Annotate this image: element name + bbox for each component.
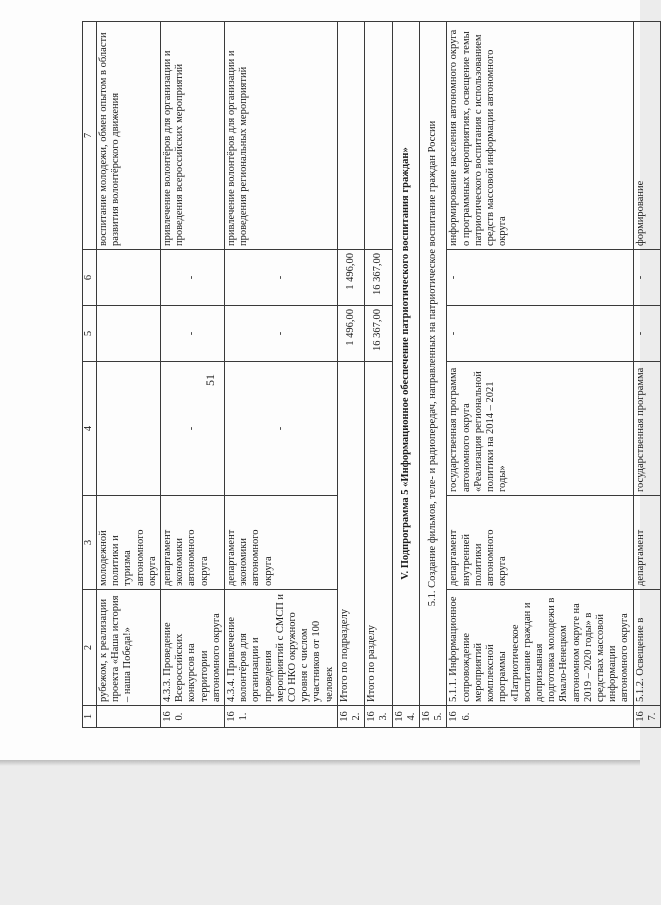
event-cell: 5.1.2. Освещение в xyxy=(633,590,660,706)
total-amount: 16 367,00 xyxy=(365,250,392,306)
header-row xyxy=(83,22,97,728)
amount-cell: - xyxy=(633,306,660,362)
amount-cell: - xyxy=(161,250,225,306)
program-cell xyxy=(97,362,161,496)
table-row xyxy=(225,22,338,728)
column-header: 4 xyxy=(83,362,97,496)
scan-edge xyxy=(0,760,640,766)
table-row xyxy=(337,22,364,728)
executor-cell: департамент внутренней политики автономного округа xyxy=(447,496,633,590)
row-number: 164. xyxy=(392,706,419,728)
table-landscape xyxy=(82,22,658,728)
page-number: 51 xyxy=(203,374,217,386)
amount-cell: - xyxy=(225,306,338,362)
amount-cell: - xyxy=(633,250,660,306)
row-number: 162. xyxy=(337,706,364,728)
executor-cell: департамент xyxy=(633,496,660,590)
amount-cell: - xyxy=(161,306,225,362)
amount-cell: - xyxy=(447,306,633,362)
table-row xyxy=(365,22,392,728)
subsection-heading: 5.1. Создание фильмов, теле- и радиопередач, направленных на патриотическое воспитание граждан России xyxy=(420,22,447,706)
amount-cell: - xyxy=(225,250,338,306)
column-header: 2 xyxy=(83,590,97,706)
amount-cell xyxy=(97,306,161,362)
event-cell: рубежом, к реализации проекта «Наша история – наша Победа!» xyxy=(97,590,161,706)
section-row xyxy=(392,22,419,728)
table-row xyxy=(447,22,633,728)
table-row xyxy=(97,22,161,728)
row-number xyxy=(97,706,161,728)
program-cell: - xyxy=(161,362,225,496)
table-row xyxy=(161,22,225,728)
result-cell: привлечение волонтёров для организации и проведения всероссийских мероприятий xyxy=(161,22,225,250)
row-number: 161. xyxy=(225,706,338,728)
result-cell: воспитание молодежи, обмен опытом в области развития волонтёрского движения xyxy=(97,22,161,250)
column-header: 1 xyxy=(83,706,97,728)
column-header: 6 xyxy=(83,250,97,306)
row-number: 163. xyxy=(365,706,392,728)
event-cell: 5.1.1. Информационное сопровождение мероприятий комплексной программы «Патриотическое воспитание граждан и допризывная подготовка молодежи в Ямало-Ненецком автономном округе на 2019 – 2020 годы» в средствах массовой информации автономного округа xyxy=(447,590,633,706)
result-cell: привлечение волонтёров для организации и проведения региональных мероприятий xyxy=(225,22,338,250)
subsection-row xyxy=(420,22,447,728)
result-cell: формирование xyxy=(633,22,660,250)
subtotal-amount: 1 496,00 xyxy=(337,250,364,306)
table-frame xyxy=(82,22,658,728)
amount-cell xyxy=(97,250,161,306)
executor-cell: департамент экономики автономного округа xyxy=(161,496,225,590)
event-cell: 4.3.3. Проведение Всероссийских конкурсов на территории автономного округа xyxy=(161,590,225,706)
row-number: 165. xyxy=(420,706,447,728)
amount-cell: - xyxy=(447,250,633,306)
event-cell: 4.3.4. Привлечение волонтёров для организации и проведения мероприятий с СМСП и СО НКО окружного уровня с числом участников от 100 человек xyxy=(225,590,338,706)
program-table xyxy=(82,21,661,728)
table-row xyxy=(633,22,660,728)
row-number: 167. xyxy=(633,706,660,728)
column-header: 7 xyxy=(83,22,97,250)
section-heading: V. Подпрограмма 5 «Информационное обеспечение патриотического воспитания граждан» xyxy=(392,22,419,706)
result-cell: информирование населения автономного округа о программных мероприятиях, освещение темы патриотического воспитания с использованием средств массовой информации автономного округа xyxy=(447,22,633,250)
subtotal-amount: 1 496,00 xyxy=(337,306,364,362)
subtotal-label: Итого по подразделу xyxy=(337,362,364,706)
program-cell: государственная программа автономного округа «Реализация региональной политики на 2014 – 2021 годы» xyxy=(447,362,633,496)
column-header: 3 xyxy=(83,496,97,590)
total-amount: 16 367,00 xyxy=(365,306,392,362)
program-cell: - xyxy=(225,362,338,496)
total-label: Итого по разделу xyxy=(365,362,392,706)
row-number: 160. xyxy=(161,706,225,728)
executor-cell: департамент экономики автономного округа xyxy=(225,496,338,590)
program-cell: государственная программа xyxy=(633,362,660,496)
executor-cell: молодежной политики и туризма автономного округа xyxy=(97,496,161,590)
column-header: 5 xyxy=(83,306,97,362)
row-number: 166. xyxy=(447,706,633,728)
